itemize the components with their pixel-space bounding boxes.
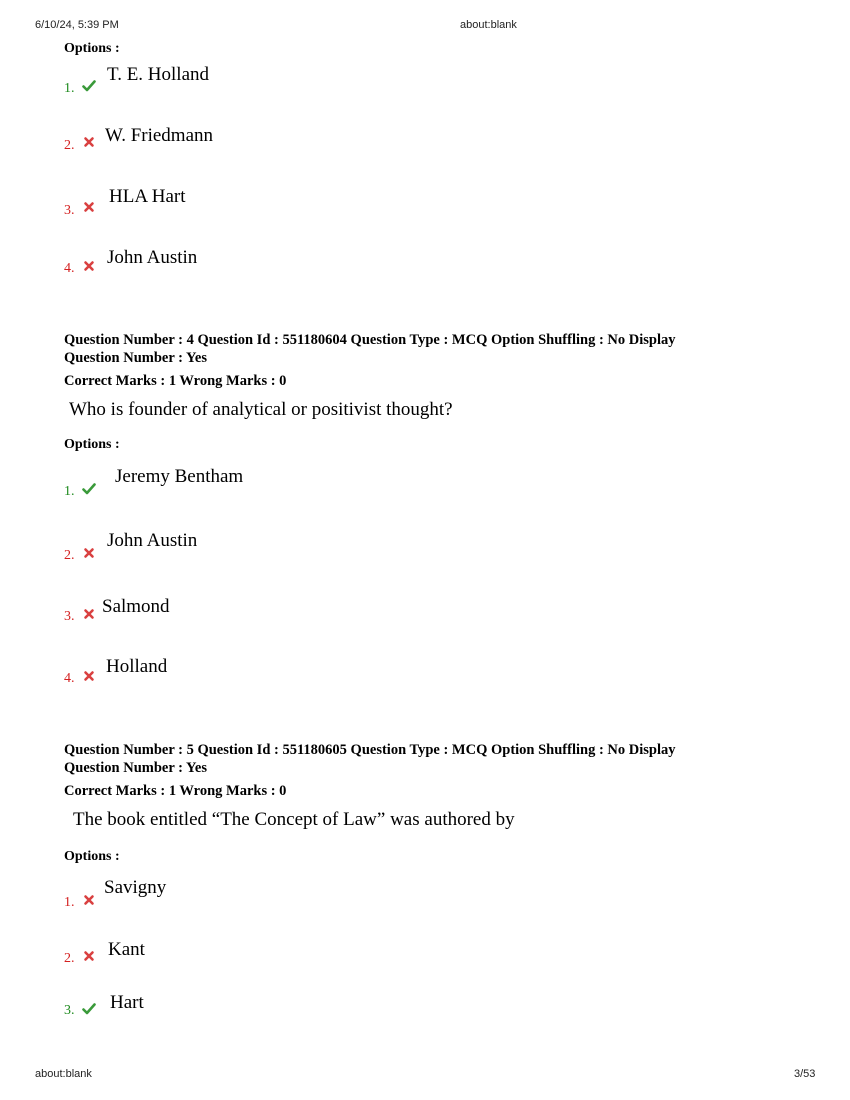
options-label: Options : bbox=[64, 849, 120, 864]
cross-icon bbox=[83, 950, 95, 962]
page-number: 3/53 bbox=[794, 1068, 816, 1080]
question-meta-line2: Question Number : Yes bbox=[64, 760, 207, 776]
check-icon bbox=[82, 1002, 96, 1016]
cross-icon bbox=[83, 547, 95, 559]
option-number: 4. bbox=[64, 261, 75, 276]
option-number: 3. bbox=[64, 1003, 75, 1018]
option-item bbox=[64, 125, 764, 165]
option-item bbox=[64, 877, 764, 917]
option-number: 3. bbox=[64, 609, 75, 624]
options-label: Options : bbox=[64, 437, 120, 452]
option-item bbox=[64, 992, 764, 1032]
option-text: John Austin bbox=[107, 247, 198, 268]
cross-icon bbox=[83, 201, 95, 213]
print-datetime: 6/10/24, 5:39 PM bbox=[35, 19, 119, 31]
print-footer-url: about:blank bbox=[35, 1068, 92, 1080]
question-meta bbox=[64, 741, 764, 777]
option-item bbox=[64, 247, 764, 287]
option-number: 2. bbox=[64, 951, 75, 966]
option-text: Savigny bbox=[104, 877, 167, 898]
option-text: John Austin bbox=[107, 530, 198, 551]
option-item bbox=[64, 64, 764, 104]
print-title: about:blank bbox=[460, 19, 517, 31]
option-number: 1. bbox=[64, 484, 75, 499]
option-number: 2. bbox=[64, 548, 75, 563]
option-text: Holland bbox=[106, 656, 168, 677]
option-item bbox=[64, 530, 764, 570]
question-meta-line1: Question Number : 5 Question Id : 551180605 Question Type : MCQ Option Shuffling : No Display bbox=[64, 742, 676, 758]
cross-icon bbox=[83, 136, 95, 148]
option-item bbox=[64, 186, 764, 226]
option-number: 4. bbox=[64, 671, 75, 686]
option-number: 3. bbox=[64, 203, 75, 218]
options-label: Options : bbox=[64, 41, 120, 56]
question-text: Who is founder of analytical or positivist thought? bbox=[69, 399, 453, 420]
option-number: 2. bbox=[64, 138, 75, 153]
option-item bbox=[64, 466, 764, 506]
option-text: Hart bbox=[110, 992, 144, 1013]
question-text: The book entitled “The Concept of Law” was authored by bbox=[73, 809, 515, 830]
question-marks: Correct Marks : 1 Wrong Marks : 0 bbox=[64, 373, 287, 389]
check-icon bbox=[82, 79, 96, 93]
question-meta-line2: Question Number : Yes bbox=[64, 350, 207, 366]
option-text: T. E. Holland bbox=[107, 64, 210, 85]
option-item bbox=[64, 656, 764, 696]
cross-icon bbox=[83, 894, 95, 906]
option-item bbox=[64, 596, 764, 636]
cross-icon bbox=[83, 608, 95, 620]
option-text: HLA Hart bbox=[109, 186, 186, 207]
option-text: Jeremy Bentham bbox=[115, 466, 244, 487]
question-marks: Correct Marks : 1 Wrong Marks : 0 bbox=[64, 783, 287, 799]
check-icon bbox=[82, 482, 96, 496]
option-number: 1. bbox=[64, 81, 75, 96]
question-meta-line1: Question Number : 4 Question Id : 551180604 Question Type : MCQ Option Shuffling : No Display bbox=[64, 332, 676, 348]
option-item bbox=[64, 939, 764, 979]
question-meta bbox=[64, 331, 764, 367]
option-text: Kant bbox=[108, 939, 145, 960]
option-text: W. Friedmann bbox=[105, 125, 214, 146]
option-text: Salmond bbox=[102, 596, 170, 617]
cross-icon bbox=[83, 670, 95, 682]
cross-icon bbox=[83, 260, 95, 272]
option-number: 1. bbox=[64, 895, 75, 910]
